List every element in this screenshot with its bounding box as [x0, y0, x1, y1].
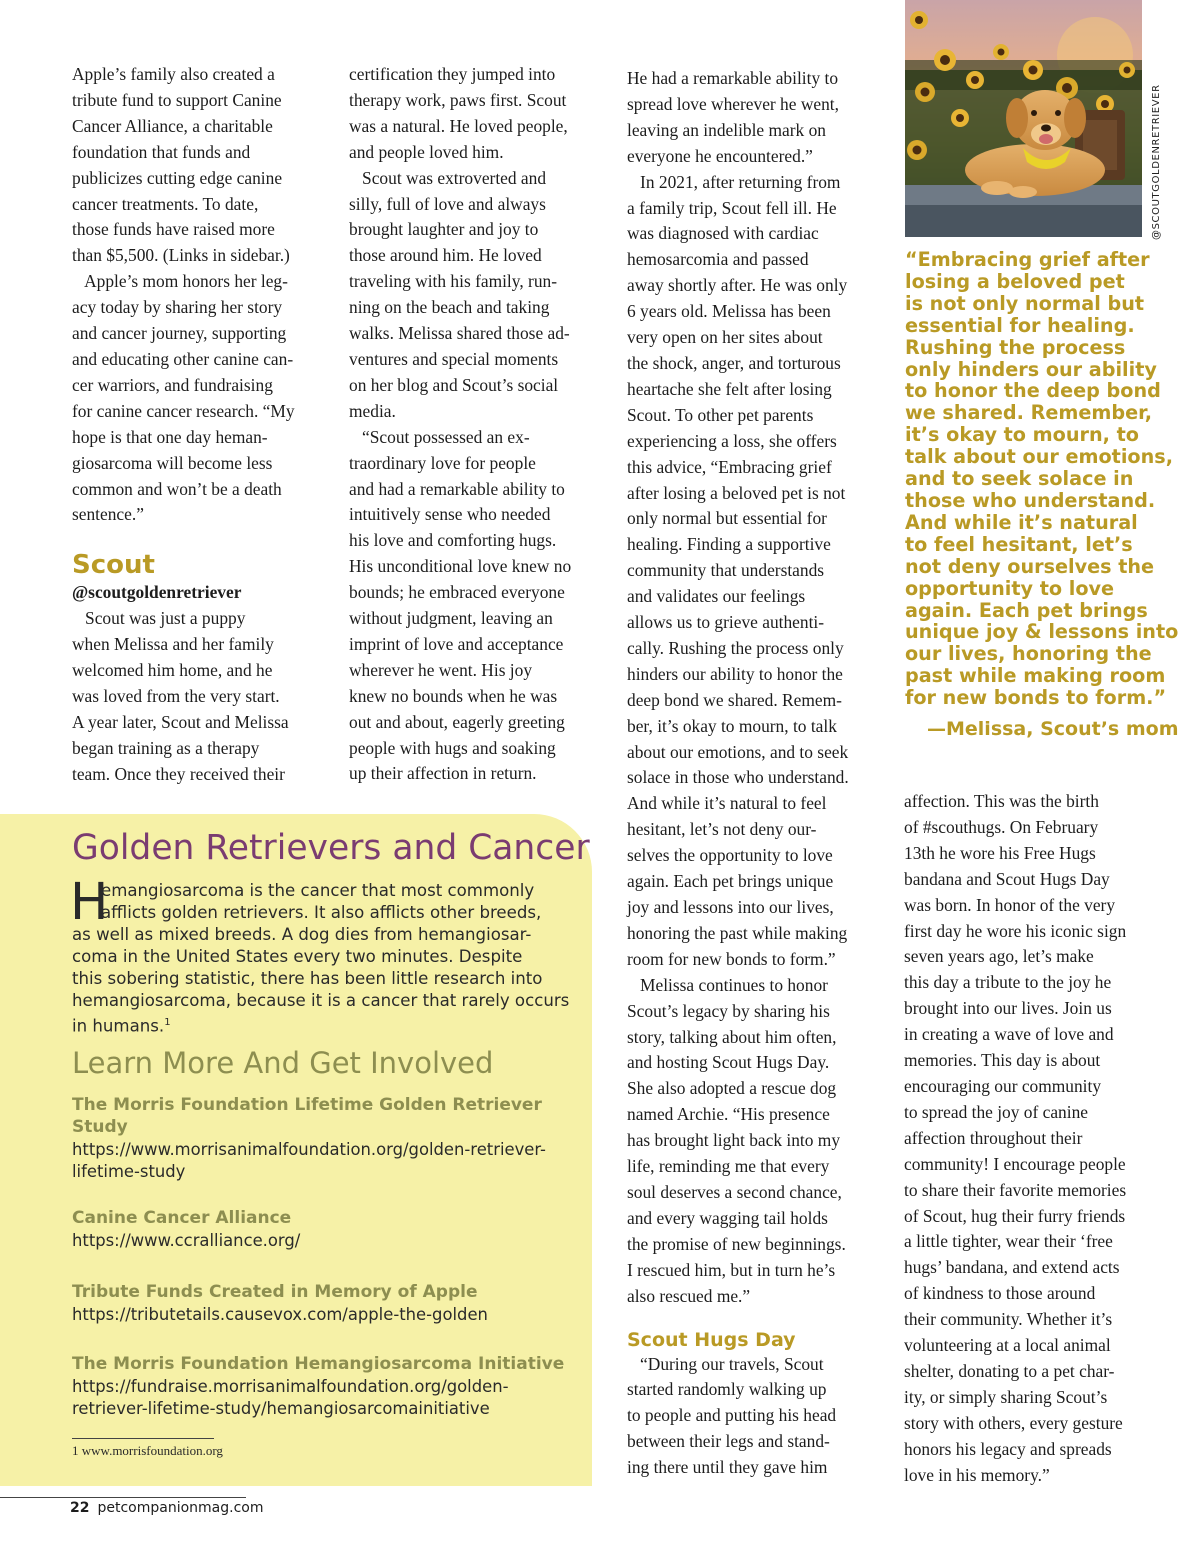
pull-quote-line: again. Each pet brings: [905, 598, 1148, 622]
text-line: when Melissa and her family: [72, 634, 274, 655]
text-line: of Scout, hug their furry friends: [904, 1205, 1126, 1226]
column-1-top-text: [72, 62, 334, 528]
text-line: started randomly walking up: [627, 1379, 827, 1400]
text-line: leaving an indelible mark on: [627, 119, 826, 140]
text-line: sentence.”: [72, 504, 144, 525]
pull-quote: [905, 248, 1179, 710]
text-line: their community. Whether it’s: [904, 1309, 1113, 1330]
resource-name: Canine Cancer Alliance: [72, 1208, 292, 1228]
text-line: and hosting Scout Hugs Day.: [627, 1052, 830, 1073]
footnote-mark: 1: [164, 1017, 171, 1028]
pull-quote-line: is not only normal but: [905, 291, 1145, 315]
text-line: common and won’t be a death: [72, 478, 282, 499]
text-line: and validates our feelings: [627, 586, 806, 607]
column-1: [72, 62, 334, 788]
text-line: Scout was extroverted and: [349, 167, 547, 188]
pull-quote-line: losing a beloved pet: [905, 269, 1125, 293]
text-line: “During our travels, Scout: [627, 1353, 824, 1374]
dog-sunflower-illustration: [905, 0, 1142, 237]
pull-quote-line: we shared. Remember,: [905, 401, 1153, 425]
text-line: was loved from the very start.: [72, 685, 280, 706]
pull-quote-line: “Embracing grief after: [905, 248, 1150, 271]
resource-name: The Morris Foundation Lifetime Golden Retriever: [72, 1095, 542, 1115]
resource-link[interactable]: https://www.ccralliance.org/: [72, 1231, 301, 1250]
photo-credit: @SCOUTGOLDENRETRIEVER: [1151, 84, 1162, 240]
text-line: people with hugs and soaking: [349, 737, 556, 758]
column-4: [904, 789, 1166, 1488]
pull-quote-line: essential for healing.: [905, 313, 1135, 337]
resource-name: Study: [72, 1117, 128, 1137]
text-line: bandana and Scout Hugs Day: [904, 868, 1110, 889]
text-line: hinders our ability to honor the: [627, 663, 843, 684]
text-line: Scout’s legacy by sharing his: [627, 1000, 830, 1021]
drop-cap: H: [70, 873, 109, 932]
column-3-text: [627, 66, 889, 1310]
text-line: He had a remarkable ability to: [627, 68, 839, 88]
text-line: and every wagging tail holds: [627, 1207, 828, 1228]
sidebar-intro-line: emangiosarcoma is the cancer that most commonly: [101, 881, 535, 900]
text-line: was a natural. He loved people,: [349, 115, 568, 136]
text-line: this advice, “Embracing grief: [627, 456, 832, 477]
resource-name: Tribute Funds Created in Memory of Apple: [72, 1282, 478, 1302]
text-line: this day a tribute to the joy he: [904, 972, 1112, 993]
text-line: only normal but essential for: [627, 508, 827, 529]
text-line: and educating other canine can-: [72, 348, 294, 369]
text-line: away shortly after. He was only: [627, 275, 848, 296]
text-line: his love and comforting hugs.: [349, 530, 557, 551]
pull-quote-line: not deny ourselves the: [905, 554, 1155, 578]
sidebar-intro-line: coma in the United States every two minutes. Despite: [72, 947, 523, 966]
text-line: first day he wore his iconic sign: [904, 920, 1127, 941]
column-3-hugs-text: [627, 1352, 889, 1482]
text-line: silly, full of love and always: [349, 193, 546, 214]
text-line: life, reminding me that every: [627, 1156, 830, 1177]
pull-quote-line: And while it’s natural: [905, 510, 1138, 534]
text-line: community that understands: [627, 560, 825, 581]
scout-photo: [905, 0, 1142, 237]
footnote-rule: [72, 1438, 214, 1439]
text-line: certification they jumped into: [349, 64, 556, 84]
resource-link[interactable]: https://fundraise.morrisanimalfoundation.org/golden-: [72, 1377, 509, 1396]
text-line: also rescued me.”: [627, 1285, 751, 1306]
page-footer: [70, 1498, 264, 1518]
column-2: [349, 62, 611, 787]
text-line: seven years ago, let’s make: [904, 946, 1094, 967]
text-line: to share their favorite memories: [904, 1179, 1127, 1200]
text-line: out and about, eagerly greeting: [349, 711, 565, 732]
text-line: volunteering at a local animal: [904, 1335, 1111, 1356]
column-3: [627, 66, 889, 1481]
resource-link[interactable]: https://www.morrisanimalfoundation.org/golden-retriever-: [72, 1140, 546, 1159]
footnote: 1 www.morrisfoundation.org: [72, 1443, 223, 1458]
sidebar-intro-line: this sobering statistic, there has been little research into: [72, 969, 543, 988]
text-line: giosarcoma will become less: [72, 452, 273, 473]
text-line: joy and lessons into our lives,: [627, 897, 834, 917]
text-line: traveling with his family, run-: [349, 271, 557, 292]
text-line: “Scout possessed an ex-: [349, 426, 530, 447]
text-line: the shock, anger, and torturous: [627, 352, 841, 373]
text-line: in creating a wave of love and: [904, 1024, 1114, 1045]
text-line: solace in those who understand.: [627, 767, 849, 788]
text-line: hugs’ bandana, and extend acts: [904, 1257, 1120, 1278]
text-line: deep bond we shared. Remem-: [627, 689, 842, 710]
text-line: to spread the joy of canine: [904, 1101, 1088, 1122]
text-line: hesitant, let’s not deny our-: [627, 819, 817, 840]
text-line: and people loved him.: [349, 141, 504, 162]
text-line: Scout. To other pet parents: [627, 404, 814, 425]
text-line: ing there until they gave him: [627, 1457, 828, 1478]
text-line: and cancer journey, supporting: [72, 323, 287, 344]
text-line: healing. Finding a supportive: [627, 534, 831, 555]
text-line: room for new bonds to form.”: [627, 948, 836, 969]
text-line: story with others, every gesture: [904, 1412, 1123, 1433]
text-line: a family trip, Scout fell ill. He: [627, 197, 837, 218]
text-line: affection throughout their: [904, 1127, 1083, 1148]
pull-quote-line: past while making room: [905, 664, 1166, 688]
text-line: bounds; he embraced everyone: [349, 582, 565, 603]
pull-quote-line: and to seek solace in: [905, 467, 1134, 491]
text-line: traordinary love for people: [349, 452, 536, 473]
text-line: to people and putting his head: [627, 1405, 837, 1426]
text-line: again. Each pet brings unique: [627, 871, 834, 892]
sidebar-intro-line: as well as mixed breeds. A dog dies from hemangiosar-: [72, 925, 532, 944]
text-line: I rescued him, but in turn he’s: [627, 1259, 836, 1280]
pull-quote-line: it’s okay to mourn, to: [905, 423, 1139, 447]
scout-hugs-day-heading: Scout Hugs Day: [627, 1328, 796, 1351]
text-line: 13th he wore his Free Hugs: [904, 842, 1096, 863]
pull-quote-line: for new bonds to form.”: [905, 686, 1167, 710]
text-line: Apple’s mom honors her leg-: [72, 271, 288, 292]
text-line: therapy work, paws first. Scout: [349, 89, 567, 110]
text-line: very open on her sites about: [627, 327, 823, 348]
text-line: hope is that one day heman-: [72, 426, 268, 447]
pull-quote-line: those who understand.: [905, 488, 1156, 512]
text-line: cer warriors, and fundraising: [72, 374, 273, 395]
text-line: honors his legacy and spreads: [904, 1438, 1112, 1459]
text-line: after losing a beloved pet is not: [627, 482, 846, 503]
text-line: hemosarcomia and passed: [627, 249, 809, 270]
scout-heading: Scout: [72, 550, 155, 581]
column-4-text: [904, 789, 1166, 1488]
text-line: acy today by sharing her story: [72, 297, 283, 318]
text-line: ber, it’s okay to mourn, to talk: [627, 715, 837, 736]
text-line: A year later, Scout and Melissa: [72, 711, 289, 732]
pull-quote-line: only hinders our ability: [905, 357, 1157, 381]
text-line: intuitively sense who needed: [349, 504, 551, 525]
text-line: brought into our lives. Join us: [904, 998, 1112, 1019]
text-line: team. Once they received their: [72, 763, 285, 784]
text-line: brought laughter and joy to: [349, 219, 539, 240]
pull-quote-line: Rushing the process: [905, 335, 1126, 359]
text-line: was diagnosed with cardiac: [627, 223, 819, 244]
sidebar-intro-line: hemangiosarcoma, because it is a cancer that rarely occurs: [72, 991, 570, 1010]
text-line: publicizes cutting edge canine: [72, 167, 283, 188]
text-line: Melissa continues to honor: [627, 974, 828, 995]
sidebar-intro-line: in humans.$^1$: [72, 1016, 171, 1036]
text-line: has brought light back into my: [627, 1130, 841, 1151]
text-line: She also adopted a rescue dog: [627, 1078, 837, 1099]
text-line: affection. This was the birth: [904, 791, 1099, 811]
text-line: memories. This day is about: [904, 1050, 1101, 1071]
text-line: without judgment, leaving an: [349, 608, 553, 629]
text-line: up their affection in return.: [349, 763, 537, 784]
pull-quote-text: [905, 248, 1179, 710]
text-line: experiencing a loss, she offers: [627, 430, 837, 451]
text-line: and had a remarkable ability to: [349, 478, 565, 499]
pull-quote-line: unique joy & lessons into: [905, 620, 1179, 644]
text-line: Scout was just a puppy: [72, 608, 246, 629]
text-line: those around him. He loved: [349, 245, 542, 266]
text-line: of kindness to those around: [904, 1283, 1096, 1304]
text-line: walks. Melissa shared those ad-: [349, 323, 570, 344]
text-line: of #scouthugs. On February: [904, 816, 1099, 837]
pull-quote-attribution: —Melissa, Scout’s mom: [927, 718, 1179, 740]
resource-name: The Morris Foundation Hemangiosarcoma Initiative: [72, 1354, 565, 1374]
text-line: story, talking about him often,: [627, 1026, 837, 1047]
text-line: a little tighter, wear their ‘free: [904, 1231, 1113, 1252]
sidebar-intro-line: afflicts golden retrievers. It also afflicts other breeds,: [101, 903, 542, 922]
pull-quote-line: to feel hesitant, let’s: [905, 532, 1133, 556]
pull-quote-line: to honor the deep bond: [905, 379, 1161, 403]
text-line: than $5,500. (Links in sidebar.): [72, 245, 290, 266]
text-line: for canine cancer research. “My: [72, 400, 295, 421]
resource-link[interactable]: lifetime-study: [72, 1162, 186, 1181]
text-line: ity, or simply sharing Scout’s: [904, 1386, 1108, 1407]
sidebar-subtitle: Learn More And Get Involved: [72, 1046, 494, 1080]
column-2-text: [349, 62, 611, 787]
pull-quote-line: opportunity to love: [905, 576, 1115, 600]
pull-quote-line: our lives, honoring the: [905, 642, 1152, 666]
text-line: everyone he encountered.”: [627, 145, 813, 166]
text-line: between their legs and stand-: [627, 1431, 830, 1452]
text-line: knew no bounds when he was: [349, 685, 558, 706]
text-line: began training as a therapy: [72, 737, 260, 758]
text-line: In 2021, after returning from: [627, 171, 841, 192]
resource-link[interactable]: https://tributetails.causevox.com/apple-the-golden: [72, 1305, 488, 1324]
text-line: foundation that funds and: [72, 141, 251, 162]
text-line: honoring the past while making: [627, 922, 848, 943]
text-line: ning on the beach and taking: [349, 297, 550, 318]
text-line: spread love wherever he went,: [627, 93, 839, 114]
column-1-scout-text: [72, 606, 334, 787]
sidebar-title: Golden Retrievers and Cancer: [72, 828, 590, 868]
site-name: petcompanionmag.com: [97, 1500, 264, 1516]
text-line: ventures and special moments: [349, 348, 559, 369]
text-line: named Archie. “His presence: [627, 1104, 830, 1125]
text-line: Cancer Alliance, a charitable: [72, 115, 273, 136]
text-line: Apple’s family also created a: [72, 64, 275, 84]
sidebar-intro: [70, 873, 587, 1038]
text-line: encouraging our community: [904, 1075, 1102, 1096]
text-line: those funds have raised more: [72, 219, 275, 240]
text-line: on her blog and Scout’s social: [349, 374, 559, 395]
text-line: love in his memory.”: [904, 1464, 1050, 1485]
resource-link[interactable]: retriever-lifetime-study/hemangiosarcomainitiative: [72, 1399, 490, 1418]
text-line: allows us to grieve authenti-: [627, 612, 825, 633]
text-line: heartache she felt after losing: [627, 378, 832, 399]
text-line: welcomed him home, and he: [72, 660, 273, 681]
text-line: selves the opportunity to love: [627, 845, 833, 866]
text-line: about our emotions, and to seek: [627, 741, 849, 762]
text-line: tribute fund to support Canine: [72, 89, 282, 110]
text-line: cancer treatments. To date,: [72, 193, 259, 214]
pull-quote-line: talk about our emotions,: [905, 445, 1173, 469]
text-line: His unconditional love knew no: [349, 556, 572, 577]
text-line: shelter, donating to a pet char-: [904, 1360, 1115, 1381]
text-line: imprint of love and acceptance: [349, 633, 564, 654]
text-line: community! I encourage people: [904, 1153, 1126, 1174]
text-line: the promise of new beginnings.: [627, 1233, 846, 1254]
text-line: soul deserves a second chance,: [627, 1181, 842, 1202]
text-line: 6 years old. Melissa has been: [627, 301, 831, 322]
text-line: wherever he went. His joy: [349, 659, 533, 680]
text-line: media.: [349, 400, 396, 421]
scout-handle: @scoutgoldenretriever: [72, 582, 242, 603]
text-line: cally. Rushing the process only: [627, 637, 844, 658]
page-number: 22: [70, 1500, 90, 1516]
text-line: was born. In honor of the very: [904, 894, 1116, 915]
text-line: And while it’s natural to feel: [627, 793, 827, 814]
